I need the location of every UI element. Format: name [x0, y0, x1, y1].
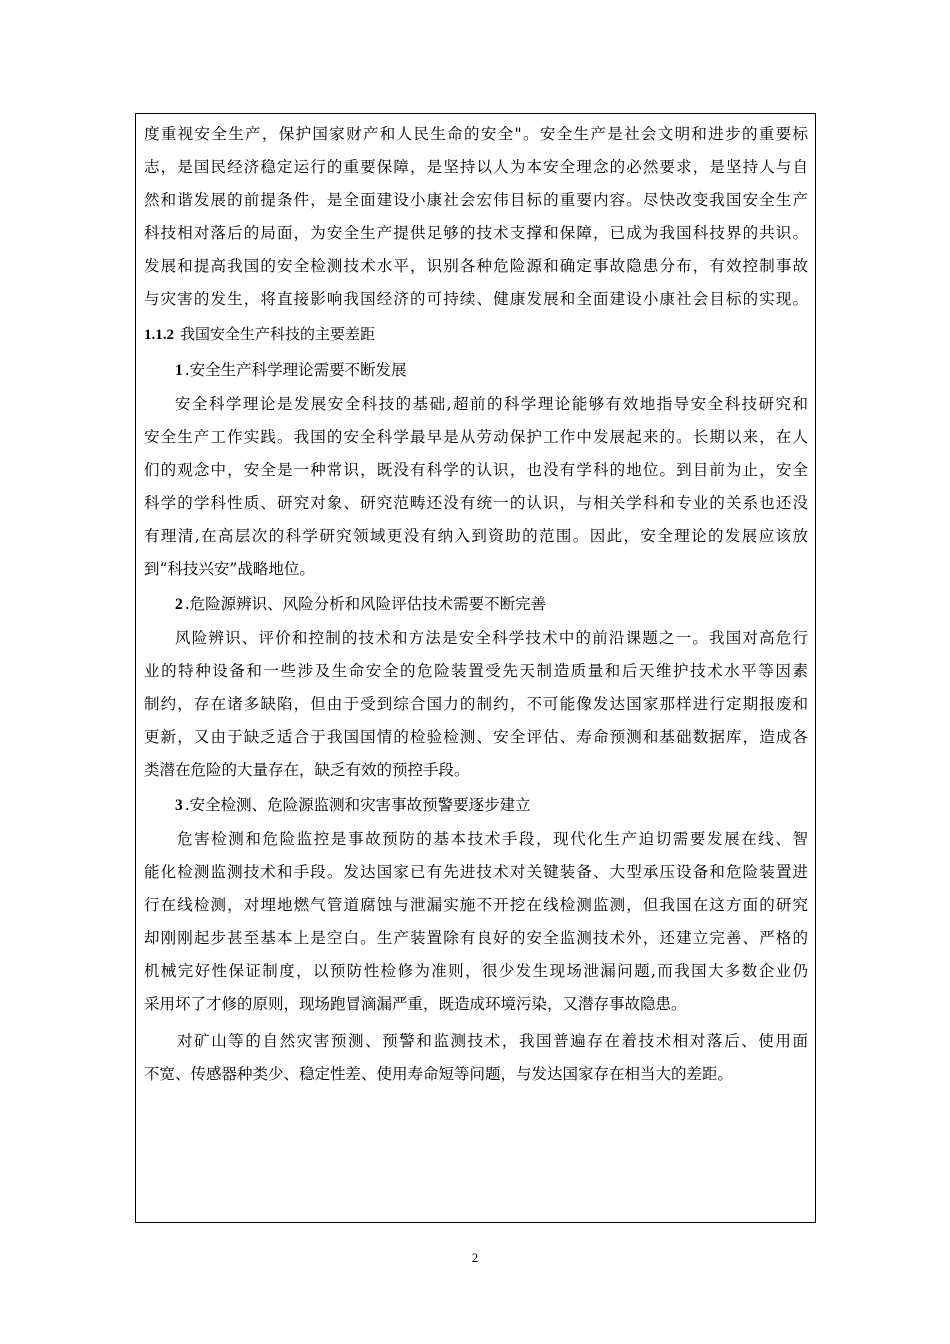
paragraph-2 — [144, 622, 808, 787]
subheading-title: .危险源辨识、风险分析和风险评估技术需要不断完善 — [184, 595, 547, 613]
paragraph-1 — [144, 388, 808, 586]
text-line: 到“科技兴安”战略地位。 — [144, 560, 315, 578]
paragraph-3 — [144, 823, 808, 1021]
subheading-number: 2 — [175, 596, 183, 613]
text-line: 制约，存在诸多缺陷，但由于受到综合国力的制约，不可能像发达国家那样进行定期报废和 — [144, 695, 808, 713]
text-line: 然和谐发展的前提条件，是全面建设小康社会宏伟目标的重要内容。尽快改变我国安全生产 — [144, 191, 808, 209]
subheading-title: .安全生产科学理论需要不断发展 — [184, 361, 407, 379]
text-line: 机械完好性保证制度，以预防性检修为准则，很少发生现场泄漏问题,而我国大多数企业仍 — [144, 962, 808, 980]
text-line: 能化检测监测技术和手段。发达国家已有先进技术对关键装备、大型承压设备和危险装置进 — [144, 863, 808, 881]
section-heading — [144, 316, 808, 352]
section-number: 1.1.2 — [144, 327, 174, 343]
text-line: 有理清,在高层次的科学研究领域更没有纳入到资助的范围。因此，安全理论的发展应该放 — [144, 527, 808, 545]
text-line: 危害检测和危险监控是事故预防的基本技术手段，现代化生产迫切需要发展在线、智 — [177, 830, 808, 848]
text-line: 安全科学理论是发展安全科技的基础,超前的科学理论能够有效地指导安全科技研究和 — [175, 395, 808, 413]
text-line: 发展和提高我国的安全检测技术水平，识别各种危险源和确定事故隐患分布，有效控制事故 — [144, 257, 808, 275]
text-line: 科技相对落后的局面，为安全生产提供足够的技术支撑和保障，已成为我国科技界的共识。 — [144, 224, 808, 242]
text-line: 对矿山等的自然灾害预测、预警和监测技术，我国普遍存在着技术相对落后、使用面 — [177, 1032, 808, 1050]
subheading-number: 3 — [175, 797, 183, 814]
document-body — [144, 118, 808, 1091]
text-line: 志，是国民经济稳定运行的重要保障，是坚持以人为本安全理念的必然要求，是坚持人与自 — [144, 158, 808, 176]
subheading-3 — [144, 787, 808, 823]
text-line: 业的特种设备和一些涉及生命安全的危险装置受先天制造质量和后天维护技术水平等因素 — [144, 662, 808, 680]
text-line: 更新，又由于缺乏适合于我国国情的检验检测、安全评估、寿命预测和基础数据库，造成各 — [144, 728, 808, 746]
paragraph-intro — [144, 118, 808, 316]
text-line: 不宽、传感器种类少、稳定性差、使用寿命短等问题，与发达国家存在相当大的差距。 — [144, 1065, 734, 1083]
text-line: 采用坏了才修的原则，现场跑冒滴漏严重，既造成环境污染，又潜存事故隐患。 — [144, 995, 687, 1013]
page-number: 2 — [471, 1250, 479, 1265]
paragraph-4 — [144, 1025, 808, 1091]
text-line: 科学的学科性质、研究对象、研究范畴还没有统一的认识，与相关学科和专业的关系也还没 — [144, 494, 808, 512]
text-line: 安全生产工作实践。我国的安全科学最早是从劳动保护工作中发展起来的。长期以来，在人 — [144, 428, 808, 446]
subheading-title: .安全检测、危险源监测和灾害事故预警要逐步建立 — [184, 796, 531, 814]
text-line: 行在线检测，对埋地燃气管道腐蚀与泄漏实施不开挖在线检测监测，但我国在这方面的研究 — [144, 896, 808, 914]
subheading-2 — [144, 586, 808, 622]
text-line: 们的观念中，安全是一种常识，既没有科学的认识，也没有学科的地位。到目前为止，安全 — [144, 461, 808, 479]
subheading-number: 1 — [175, 362, 183, 379]
text-line: 却刚刚起步甚至基本上是空白。生产装置除有良好的安全监测技术外，还建立完善、严格的 — [144, 929, 808, 947]
text-line: 与灾害的发生，将直接影响我国经济的可持续、健康发展和全面建设小康社会目标的实现。 — [144, 290, 808, 308]
text-line: 度重视安全生产，保护国家财产和人民生命的安全"。安全生产是社会文明和进步的重要标 — [144, 125, 808, 143]
text-line: 风险辨识、评价和控制的技术和方法是安全科学技术中的前沿课题之一。我国对高危行 — [175, 629, 808, 647]
text-line: 类潜在危险的大量存在，缺乏有效的预控手段。 — [144, 761, 470, 779]
section-title: 我国安全生产科技的主要差距 — [180, 325, 376, 343]
subheading-1 — [144, 352, 808, 388]
